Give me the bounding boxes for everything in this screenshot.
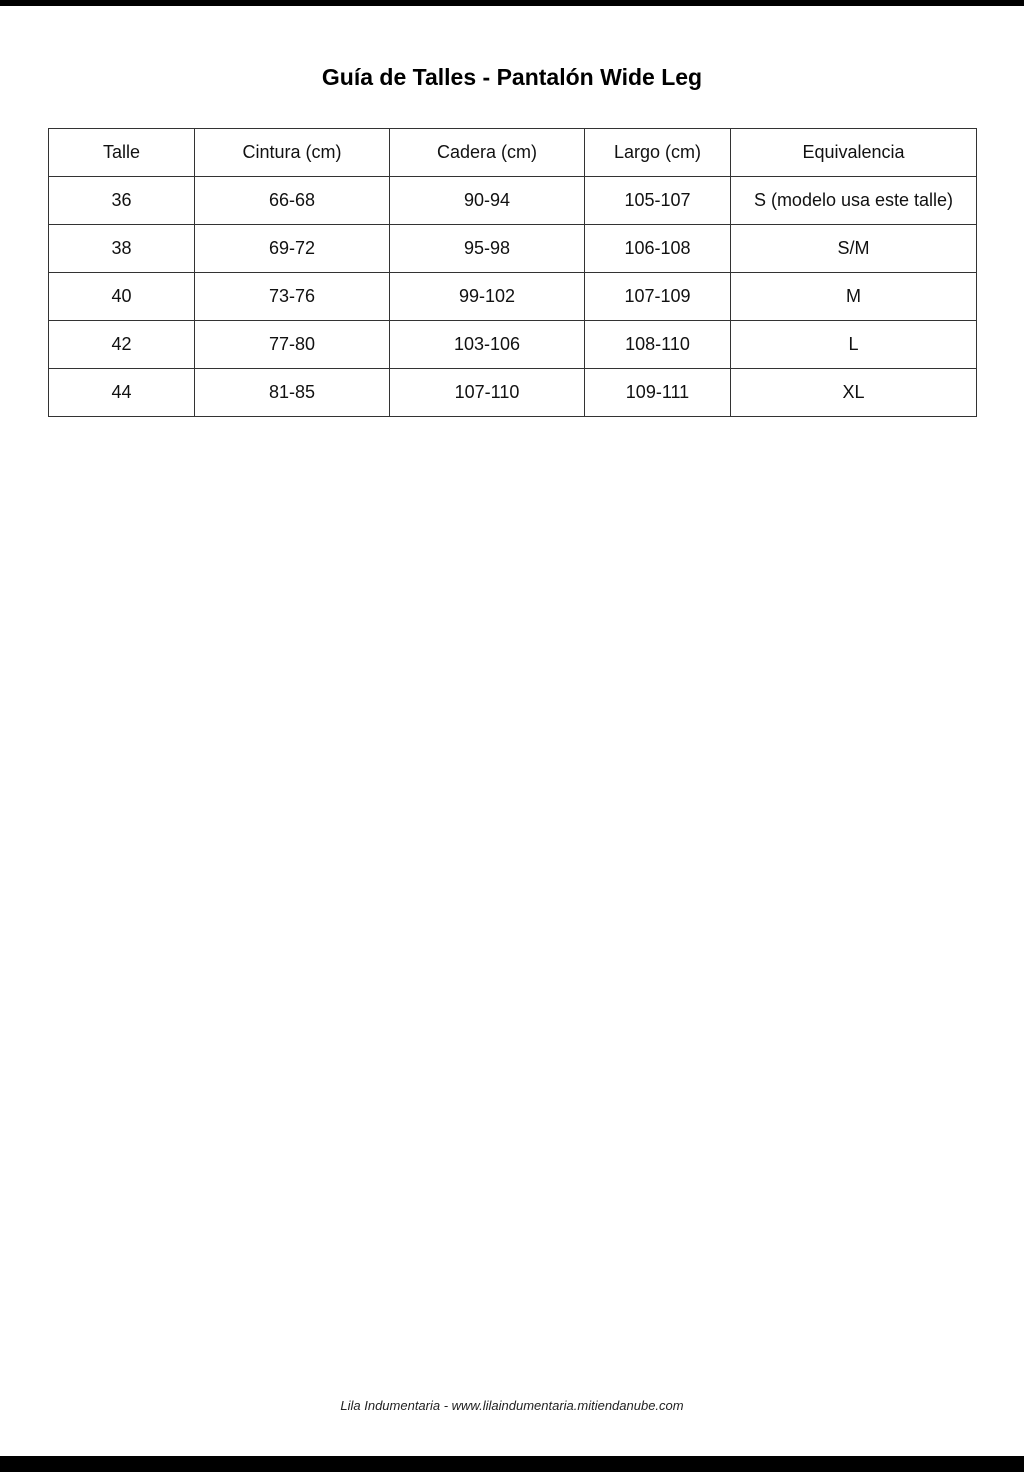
cell-largo: 107-109 bbox=[585, 273, 731, 321]
cell-largo: 105-107 bbox=[585, 177, 731, 225]
cell-largo: 109-111 bbox=[585, 369, 731, 417]
cell-talle: 44 bbox=[49, 369, 195, 417]
bottom-border-bar bbox=[0, 1456, 1024, 1472]
cell-equivalencia: S (modelo usa este talle) bbox=[731, 177, 977, 225]
cell-cintura: 66-68 bbox=[195, 177, 390, 225]
table-row bbox=[49, 177, 977, 225]
cell-cintura: 77-80 bbox=[195, 321, 390, 369]
header-cell-largo: Largo (cm) bbox=[585, 129, 731, 177]
table-row bbox=[49, 321, 977, 369]
cell-cintura: 69-72 bbox=[195, 225, 390, 273]
cell-cintura: 81-85 bbox=[195, 369, 390, 417]
header-cell-cintura: Cintura (cm) bbox=[195, 129, 390, 177]
cell-cadera: 103-106 bbox=[390, 321, 585, 369]
page-title: Guía de Talles - Pantalón Wide Leg bbox=[321, 64, 703, 90]
header-cell-equivalencia: Equivalencia bbox=[731, 129, 977, 177]
cell-cadera: 90-94 bbox=[390, 177, 585, 225]
cell-largo: 106-108 bbox=[585, 225, 731, 273]
cell-talle: 42 bbox=[49, 321, 195, 369]
cell-equivalencia: S/M bbox=[731, 225, 977, 273]
cell-talle: 40 bbox=[49, 273, 195, 321]
footer-credit: Lila Indumentaria - www.lilaindumentaria.mitiendanube.com bbox=[340, 1398, 684, 1413]
header-cell-talle: Talle bbox=[49, 129, 195, 177]
cell-cadera: 99-102 bbox=[390, 273, 585, 321]
table-row bbox=[49, 225, 977, 273]
cell-cadera: 95-98 bbox=[390, 225, 585, 273]
size-table bbox=[48, 128, 977, 417]
top-border-bar bbox=[0, 0, 1024, 6]
table-row bbox=[49, 273, 977, 321]
cell-talle: 38 bbox=[49, 225, 195, 273]
cell-equivalencia: L bbox=[731, 321, 977, 369]
cell-cadera: 107-110 bbox=[390, 369, 585, 417]
cell-talle: 36 bbox=[49, 177, 195, 225]
cell-largo: 108-110 bbox=[585, 321, 731, 369]
cell-cintura: 73-76 bbox=[195, 273, 390, 321]
cell-equivalencia: M bbox=[731, 273, 977, 321]
cell-equivalencia: XL bbox=[731, 369, 977, 417]
table-header-row bbox=[49, 129, 977, 177]
header-cell-cadera: Cadera (cm) bbox=[390, 129, 585, 177]
table-row bbox=[49, 369, 977, 417]
